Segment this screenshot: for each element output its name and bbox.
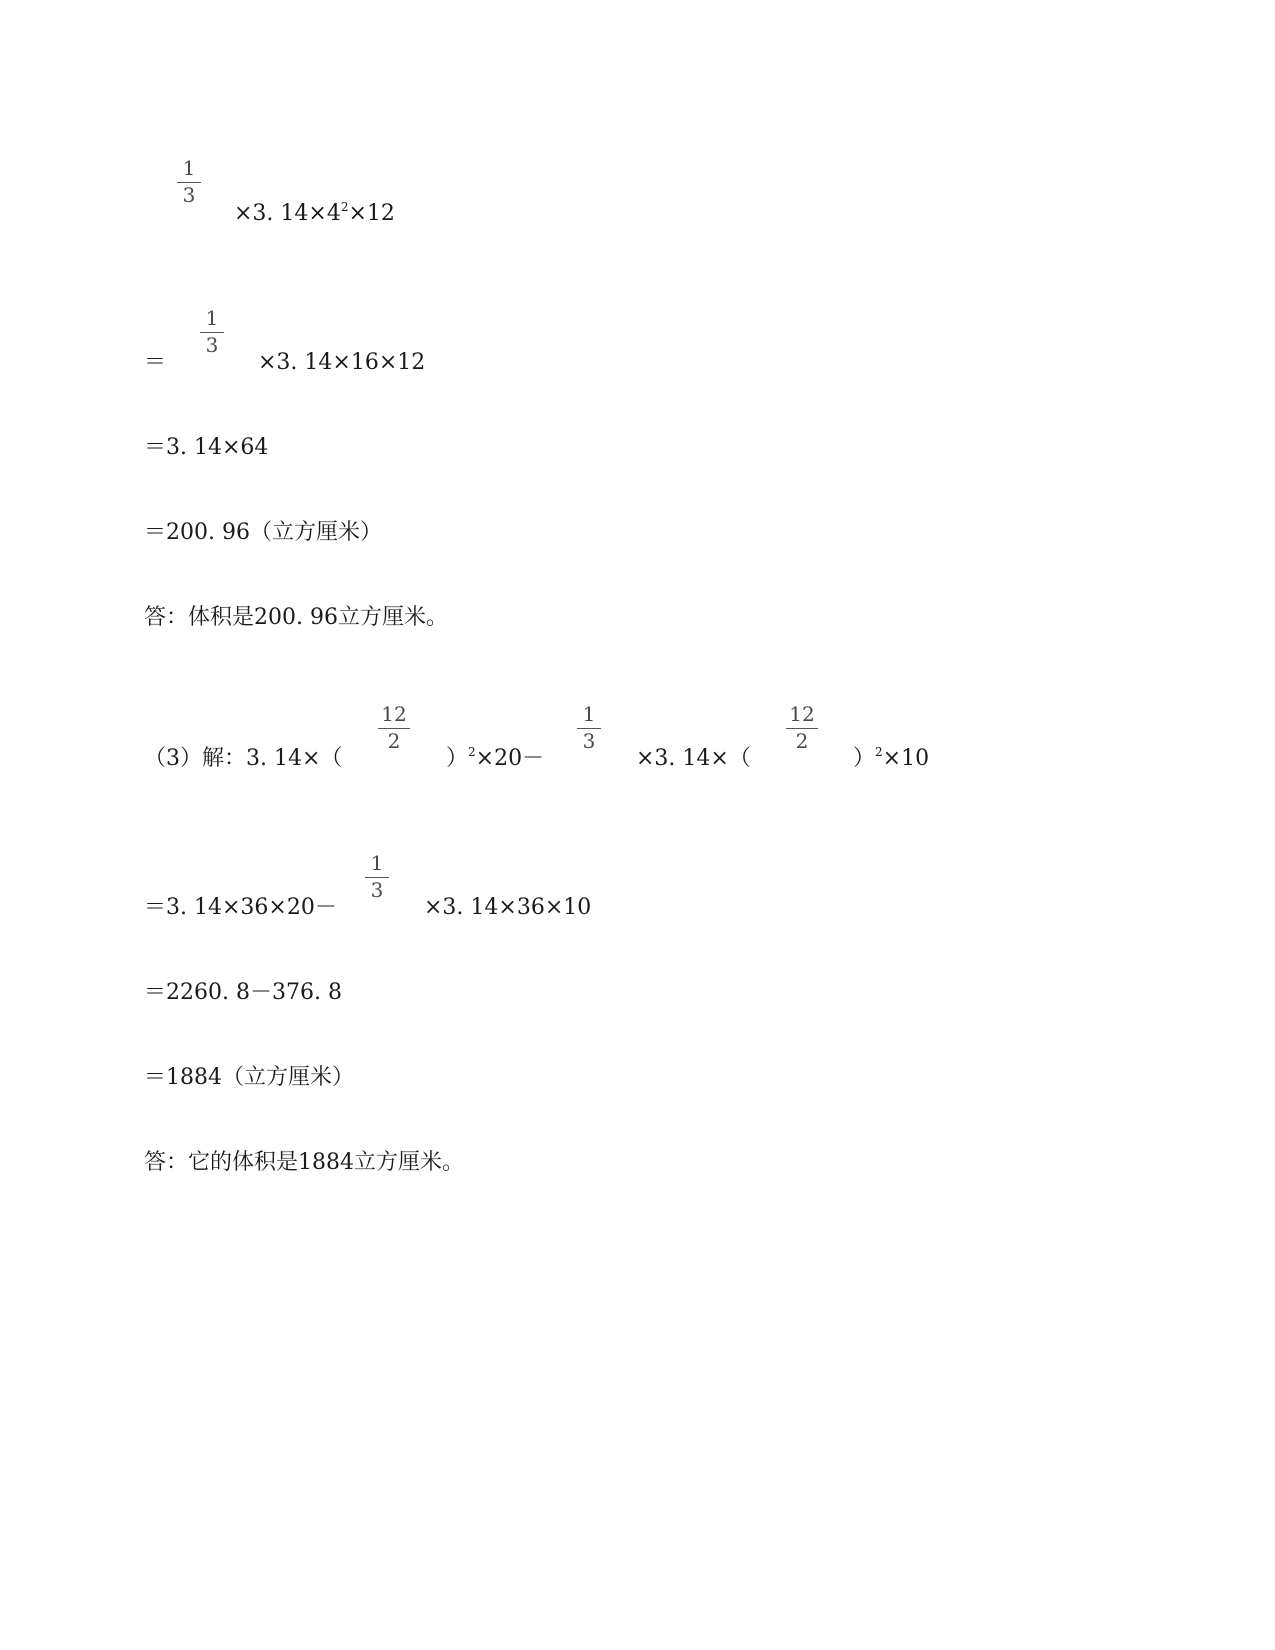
fraction-denominator: 3 <box>182 183 196 207</box>
fraction-denominator: 2 <box>795 729 809 753</box>
fraction-numerator: 1 <box>370 851 384 875</box>
expression-part: ×3. 14×4 <box>234 201 341 226</box>
expression-part: ） <box>446 746 469 771</box>
fraction-denominator: 3 <box>370 878 384 902</box>
equals-sign: ＝ <box>144 350 167 375</box>
expression-text <box>446 745 545 771</box>
equation-line-3: ＝3. 14×64 <box>144 435 269 460</box>
fraction-numerator: 1 <box>205 306 219 330</box>
fraction <box>785 704 819 754</box>
fraction <box>176 158 202 208</box>
fraction <box>576 704 602 754</box>
expression-text: （3）解：3. 14×（ <box>144 746 343 771</box>
expression-part: ×10 <box>882 746 930 771</box>
exponent: 2 <box>875 745 883 759</box>
fraction-numerator: 12 <box>789 702 815 726</box>
fraction <box>364 853 390 903</box>
fraction-denominator: 2 <box>387 729 401 753</box>
expression-part: ×20－ <box>475 746 545 771</box>
equation-line-8: ＝2260. 8－376. 8 <box>144 980 342 1005</box>
expression-text: ×3. 14×16×12 <box>258 350 426 375</box>
fraction-numerator: 1 <box>182 156 196 180</box>
fraction <box>199 308 225 358</box>
expression-text <box>234 200 395 226</box>
equation-line-9: ＝1884（立方厘米） <box>144 1065 354 1090</box>
exponent: 2 <box>468 745 476 759</box>
answer-line-2: 答：它的体积是1884立方厘米。 <box>144 1150 464 1175</box>
expression-part: ） <box>853 746 876 771</box>
fraction-denominator: 3 <box>582 729 596 753</box>
fraction-numerator: 1 <box>582 702 596 726</box>
fraction <box>377 704 411 754</box>
expression-text: ×3. 14×（ <box>636 746 751 771</box>
expression-text: ×3. 14×36×10 <box>424 895 592 920</box>
expression-text: ＝3. 14×36×20－ <box>144 895 337 920</box>
answer-line-1: 答：体积是200. 96立方厘米。 <box>144 605 448 630</box>
fraction-numerator: 12 <box>381 702 407 726</box>
expression-part: ×12 <box>348 201 395 226</box>
expression-text <box>853 745 930 771</box>
equation-line-4: ＝200. 96（立方厘米） <box>144 520 382 545</box>
exponent: 2 <box>340 200 349 214</box>
fraction-denominator: 3 <box>205 333 219 357</box>
